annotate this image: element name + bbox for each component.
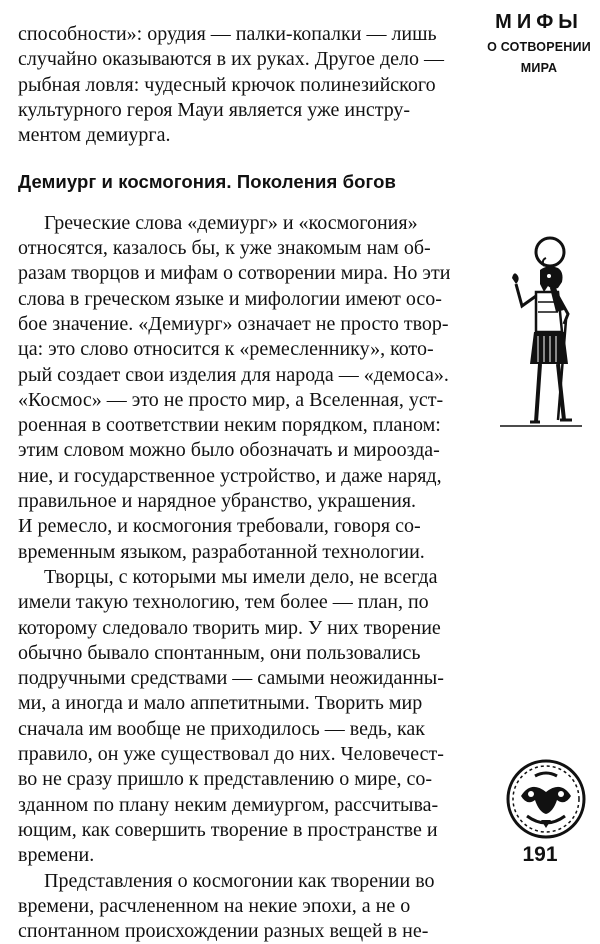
text-line: ца: это слово относится к «ремесленнику», кото- <box>18 338 434 361</box>
text-line: времени. <box>18 844 95 867</box>
text-line: разам творцов и мифам о сотворении мира. Но эти <box>18 262 451 285</box>
text-line: которому следовало творить мир. У них творение <box>18 616 441 639</box>
running-header-title: МИФЫ <box>495 11 583 33</box>
text-line: сначала им вообще не приходилось — ведь, как <box>18 717 425 740</box>
section-heading: Демиург и космогония. Поколения богов <box>18 171 396 193</box>
main-text-column <box>18 22 468 944</box>
text-line: способности»: орудия — палки-копалки — лишь <box>18 23 437 45</box>
text-line: культурного героя Мауи является уже инстру- <box>18 98 411 121</box>
text-line: рыбная ловля: чудесный крючок полинезийского <box>18 73 436 96</box>
text-line: Творцы, с которыми мы имели дело, не всегда <box>44 565 438 588</box>
text-line: «Космос» — это не просто мир, а Вселенная, уст- <box>18 388 444 411</box>
text-line: зданном по плану неким демиургом, рассчитыва- <box>18 793 439 816</box>
text-line: слова в греческом языке и мифологии имеют осо- <box>18 287 442 310</box>
text-line: правило, он уже существовал до них. Человечест- <box>18 743 444 766</box>
text-line: ние, и государственное устройство, и даже наряд, <box>18 464 442 487</box>
egyptian-falcon-god-figure-icon <box>496 232 584 432</box>
running-header-subtitle-1: О СОТВОРЕНИИ <box>487 40 591 54</box>
text-line: бое значение. «Демиург» означает не просто твор- <box>18 312 449 335</box>
text-line: случайно оказываются в их руках. Другое дело — <box>18 48 445 71</box>
text-line: И ремесло, и космогония требовали, говоря со- <box>18 515 421 538</box>
text-line: этим словом можно было обозначать и мироозда- <box>18 439 440 462</box>
text-line: временным языком, разработанной технологии. <box>18 540 425 563</box>
circular-ornament-emblem-icon <box>505 758 587 840</box>
text-line: ментом демиурга. <box>18 124 171 147</box>
text-line: относятся, казалось бы, к уже знакомым нам об- <box>18 237 431 260</box>
text-line: спонтанном происхождении разных вещей в не- <box>18 920 429 943</box>
text-line: ющим, как совершить творение в пространстве и <box>18 818 438 841</box>
text-line: подручными средствами — самыми неожиданны- <box>18 667 444 690</box>
text-line: имели такую технологию, тем более — план, по <box>18 591 429 614</box>
text-line: правильное и нарядное убранство, украшения. <box>18 490 417 513</box>
text-line: времени, расчлененном на некие эпохи, а не о <box>18 894 411 917</box>
text-line: Представления о космогонии как творении во <box>44 869 435 892</box>
text-line: роенная в соответствии неким порядком, планом: <box>18 414 441 437</box>
text-line: ми, а иногда и мало аппетитными. Творить мир <box>18 692 423 715</box>
text-line: во не сразу пришло к представлению о мире, со- <box>18 768 433 791</box>
text-line: рый создает свои изделия для народа — «демоса». <box>18 363 449 386</box>
page-number: 191 <box>522 843 558 866</box>
text-line: Греческие слова «демиург» и «космогония» <box>44 211 418 234</box>
running-header-subtitle-2: МИРА <box>520 61 558 75</box>
text-line: обычно бывало спонтанным, они пользовались <box>18 641 421 664</box>
running-header <box>482 10 596 76</box>
